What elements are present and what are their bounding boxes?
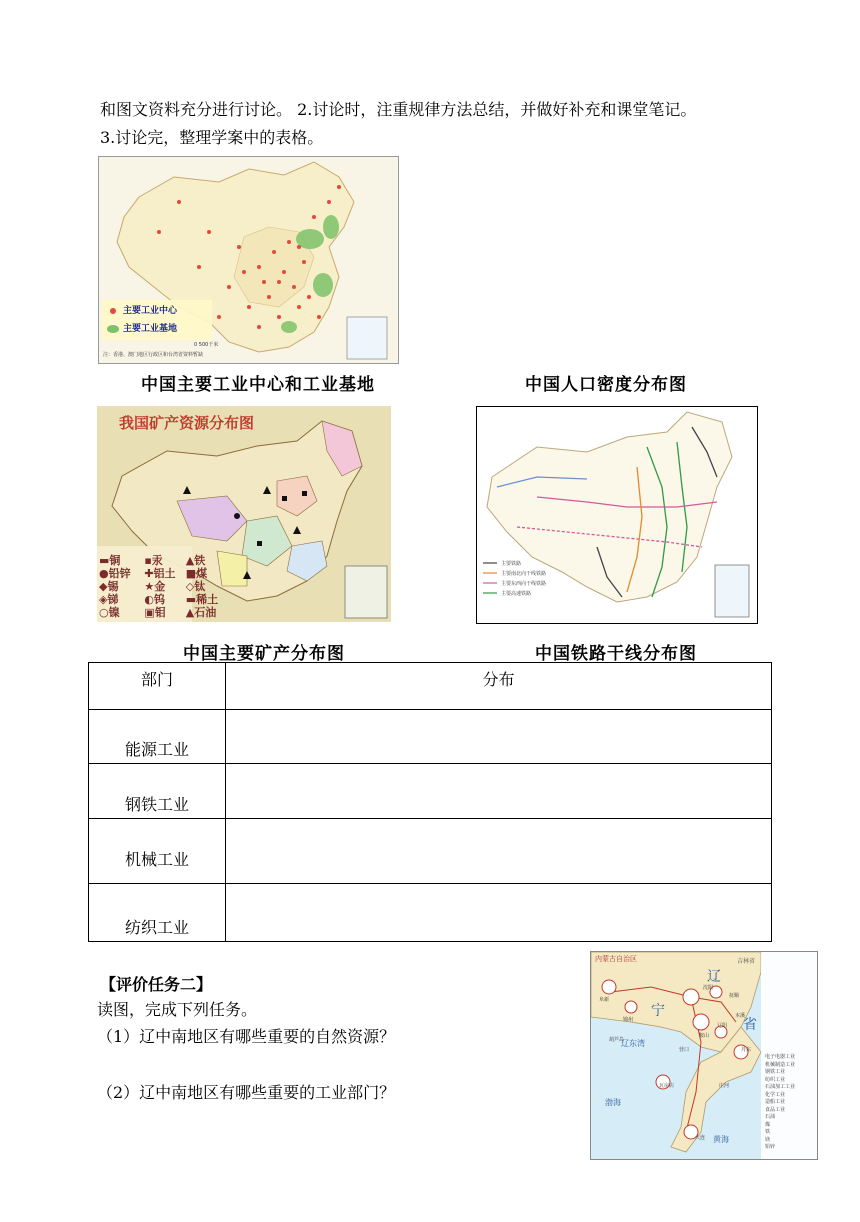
liaoning-legend-item: 机械制造工业 bbox=[765, 1061, 796, 1068]
task2-heading: 【评价任务二】 bbox=[100, 975, 213, 994]
table-row bbox=[89, 710, 772, 764]
mineral-legend-item: 金 bbox=[154, 580, 166, 593]
liaoning-legend-item: 镁 bbox=[765, 1136, 771, 1143]
liaoning-map bbox=[590, 951, 818, 1160]
city-label: 瓦房店 bbox=[659, 1083, 675, 1089]
industry-legend-base: 主要工业基地 bbox=[123, 324, 178, 334]
city-label: 阜新 bbox=[599, 997, 610, 1003]
population-map-caption: 中国人口密度分布图 bbox=[525, 375, 687, 395]
railway-map bbox=[476, 406, 758, 624]
table-cell-dept: 机械工业 bbox=[89, 819, 226, 884]
city-label: 本溪 bbox=[735, 1013, 746, 1019]
city-label: 丹东 bbox=[741, 1047, 752, 1053]
mineral-legend-item: 铝土 bbox=[153, 567, 176, 580]
liaoning-region-label: 内蒙古自治区 bbox=[595, 955, 637, 963]
liaoning-legend-item: 食品工业 bbox=[765, 1106, 786, 1113]
industry-distribution-table bbox=[88, 662, 772, 942]
mineral-legend-item: 石油 bbox=[194, 606, 217, 619]
industry-legend-center: 主要工业中心 bbox=[123, 306, 178, 316]
liaoning-ning-label: 宁 bbox=[651, 1003, 665, 1019]
liaoning-sea-1: 辽东湾 bbox=[621, 1039, 645, 1048]
liaoning-legend-item: 石油 bbox=[765, 1114, 776, 1120]
railway-legend-item: 主要高速铁路 bbox=[501, 591, 532, 597]
city-label: 抚顺 bbox=[729, 993, 740, 999]
table-cell-dept: 纺织工业 bbox=[89, 884, 226, 942]
liaoning-sea-2: 渤海 bbox=[605, 1098, 621, 1107]
intro-line-2: 3.讨论完，整理学案中的表格。 bbox=[100, 128, 324, 147]
task2-question-2: （2）辽中南地区有哪些重要的工业部门？ bbox=[97, 1083, 396, 1102]
liaoning-liao-label: 辽 bbox=[707, 969, 721, 985]
city-label: 沈阳 bbox=[703, 985, 714, 991]
table-cell-dist[interactable] bbox=[226, 764, 772, 819]
industry-map-caption: 中国主要工业中心和工业基地 bbox=[141, 375, 375, 395]
liaoning-legend-item: 电子电器工业 bbox=[765, 1054, 796, 1060]
industry-map bbox=[98, 156, 399, 364]
liaoning-legend-item: 造船工业 bbox=[765, 1099, 786, 1105]
liaoning-province-label: 吉林省 bbox=[737, 958, 756, 965]
mineral-legend-item: 钼 bbox=[154, 606, 166, 619]
mineral-map-caption: 中国主要矿产分布图 bbox=[183, 644, 345, 664]
mineral-legend-item: 铜 bbox=[109, 554, 121, 567]
city-label: 庄河 bbox=[719, 1083, 730, 1089]
liaoning-legend bbox=[765, 1054, 817, 1152]
mineral-map bbox=[97, 406, 391, 622]
city-label: 大连 bbox=[695, 1135, 706, 1141]
mineral-legend: ▬铜 ●铅锌 ◆锡 ◈锑 ○镍 ▪汞 ✚铝土 ★金 ◐钨 ▣钼 ▲铁 ■煤 ◇钛 ▬稀土 ▲石油 bbox=[99, 554, 219, 619]
mineral-legend-item: 锑 bbox=[107, 593, 119, 606]
liaoning-legend-item: 化学工业 bbox=[765, 1091, 786, 1098]
industry-scale: 0 500千米 bbox=[194, 342, 219, 348]
railway-legend-item: 主要南北向干线铁路 bbox=[501, 571, 547, 577]
liaoning-legend-item: 铁 bbox=[765, 1129, 771, 1135]
city-label: 葫芦岛 bbox=[609, 1037, 625, 1043]
intro-line-1: 和图文资料充分进行讨论。 2.讨论时，注重规律方法总结，并做好补充和课堂笔记。 bbox=[100, 100, 697, 119]
city-label: 辽阳 bbox=[717, 1023, 728, 1029]
table-row bbox=[89, 764, 772, 819]
liaoning-sheng-label: 省 bbox=[743, 1017, 757, 1033]
railway-legend-item: 主要铁路 bbox=[501, 561, 522, 567]
mineral-legend-item: 钨 bbox=[153, 593, 165, 606]
table-cell-dept: 能源工业 bbox=[89, 710, 226, 764]
table-cell-dist[interactable] bbox=[226, 884, 772, 942]
city-label: 鞍山 bbox=[699, 1033, 710, 1039]
city-label: 锦州 bbox=[623, 1017, 634, 1023]
city-label: 营口 bbox=[679, 1047, 690, 1053]
mineral-legend-item: 铅锌 bbox=[108, 567, 131, 580]
table-cell-dist[interactable] bbox=[226, 710, 772, 764]
railway-map-caption: 中国铁路干线分布图 bbox=[535, 644, 697, 664]
table-cell-dept: 钢铁工业 bbox=[89, 764, 226, 819]
mineral-legend-item: 钛 bbox=[194, 580, 206, 593]
table-header-dept: 部门 bbox=[89, 663, 226, 710]
mineral-legend-item: 锡 bbox=[107, 580, 119, 593]
task2-instruction: 读图，完成下列任务。 bbox=[97, 1000, 258, 1019]
mineral-legend-item: 汞 bbox=[151, 554, 163, 567]
table-row bbox=[89, 819, 772, 884]
table-header-dist: 分布 bbox=[226, 663, 772, 710]
mineral-legend-item: 稀土 bbox=[196, 593, 219, 606]
task2-question-1: （1）辽中南地区有哪些重要的自然资源？ bbox=[97, 1027, 396, 1046]
liaoning-legend-item: 石油加工工业 bbox=[765, 1084, 796, 1090]
table-cell-dist[interactable] bbox=[226, 819, 772, 884]
table-row bbox=[89, 884, 772, 942]
industry-note: 注：香港、澳门地区行政区和台湾省资料暂缺 bbox=[103, 352, 204, 358]
railway-legend bbox=[501, 559, 546, 599]
mineral-legend-item: 煤 bbox=[196, 567, 208, 580]
liaoning-sea-3: 黄海 bbox=[713, 1135, 729, 1144]
liaoning-legend-item: 纺织工业 bbox=[765, 1076, 786, 1083]
liaoning-legend-item: 钢铁工业 bbox=[765, 1069, 786, 1075]
mineral-map-title: 我国矿产资源分布图 bbox=[119, 414, 255, 432]
mineral-legend-item: 铁 bbox=[194, 554, 206, 567]
mineral-legend-item: 镍 bbox=[108, 606, 120, 619]
liaoning-legend-item: 铅锌 bbox=[765, 1144, 776, 1150]
railway-legend-item: 主要东西向干线铁路 bbox=[501, 581, 547, 587]
liaoning-legend-item: 煤 bbox=[765, 1121, 771, 1128]
